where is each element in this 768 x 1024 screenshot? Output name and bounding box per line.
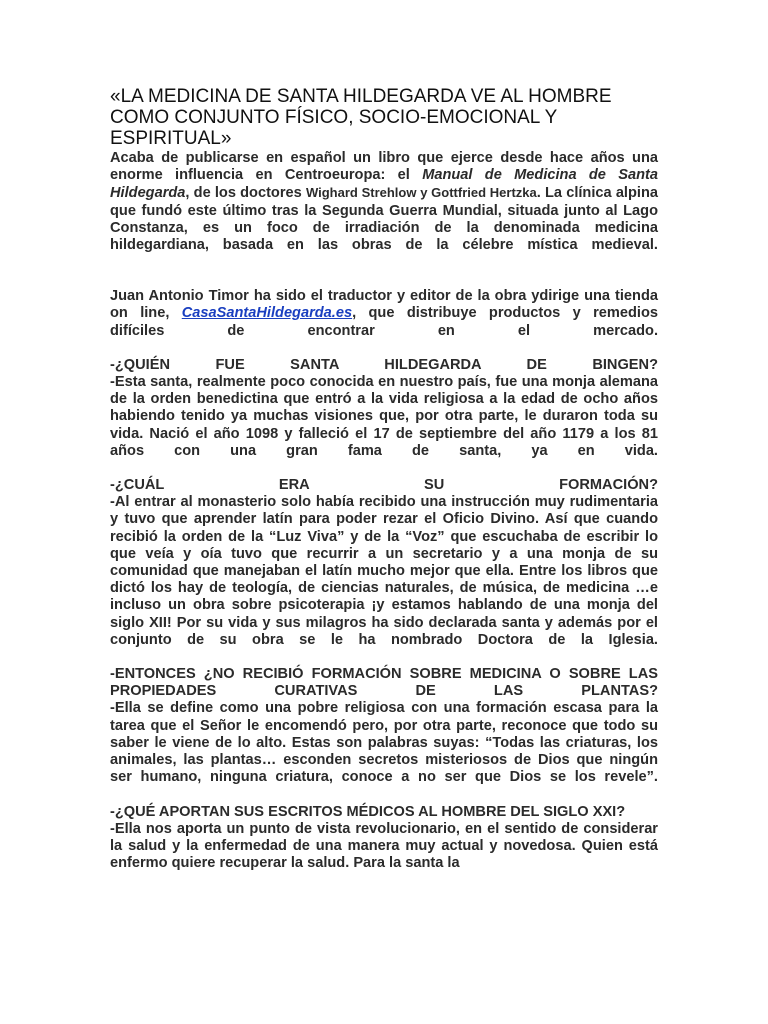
question-4: -¿QUÉ APORTAN SUS ESCRITOS MÉDICOS AL HOMBRE DEL SIGLO XXI? [110, 803, 626, 820]
intro-text-3: . La clínica alpina que fundó este último tras la Segunda Guerra Mundial, situada junto al Lago Constanza, es un foco de irradiación de la denominada medicina hildegardiana, basada en las obras de la célebre mística medieval. [110, 185, 658, 254]
shop-link[interactable]: CasaSantaHildegarda.es [181, 305, 353, 322]
intro-text-1: Acaba de publicarse en español un libro que ejerce desde hace años una enorme influencia en Centroeuropa: el [110, 150, 658, 184]
translator-paragraph [110, 288, 658, 340]
authors: Wighard Strehlow y Gottfried Hertzka [305, 185, 537, 201]
intro-text-2: , de los doctores [185, 185, 306, 202]
translator-text-1: Juan Antonio Timor ha sido el traductor y editor de la obra ydirige una tienda on line, [110, 288, 658, 322]
answer-1: -Esta santa, realmente poco conocida en nuestro país, fue una monja alemana de la orden benedictina que entró a la vida religiosa a la edad de ocho años habiendo tenido ya muchas visiones que, por otra parte, le duraron toda su vida. Nació el año 1098 y falleció el 17 de septiembre del año 1179 a los 81 años con una gran fama de santa, ya en vida. [110, 374, 658, 459]
question-1: -¿QUIÉN FUE SANTA HILDEGARDA DE BINGEN? [110, 356, 658, 373]
question-2: -¿CUÁL ERA SU FORMACIÓN? [110, 477, 658, 494]
article-body [110, 150, 658, 872]
question-3: -ENTONCES ¿NO RECIBIÓ FORMACIÓN SOBRE MEDICINA O SOBRE LAS PROPIEDADES CURATIVAS DE LAS PLANTAS? [110, 666, 658, 700]
intro-paragraph [110, 150, 658, 254]
book-title: Manual de Medicina de Santa Hildegarda [110, 167, 658, 202]
translator-text-2: , que distribuye productos y remedios difíciles de encontrar en el mercado. [110, 305, 658, 339]
answer-4: -Ella nos aporta un punto de vista revolucionario, en el sentido de considerar la salud y la enfermedad de una manera muy actual y novedosa. Quien está enfermo quiere recuperar la salud. Para la santa la [110, 820, 658, 872]
answer-3: -Ella se define como una pobre religiosa con una formación escasa para la tarea que el Señor le encomendó pero, por otra parte, reconoce que todo su saber le viene de lo alto. Estas son palabras suyas: “Todas las criaturas, los animales, las plantas… esconden secretos misteriosos de Dios que ningún ser humano, ninguna criatura, conoce a no ser que Dios se los revele”. [110, 700, 658, 786]
answer-2: -Al entrar al monasterio solo había recibido una instrucción muy rudimentaria y tuvo que aprender latín para poder rezar el Oficio Divino. Así que cuando recibió la orden de la “Luz Viva” y de la “Voz” que escuchaba de escribir lo que veía y oía tuvo que recurrir a un secretario y a una monja de su comunidad que manejaban el latín mucho mejor que ella. Entre los libros que dictó los hay de teología, de ciencias naturales, de música, de medicina …e incluso un obra sobre psicoterapia ¡y estamos hablando de una monja del siglo XII! Por su vida y sus milagros ha sido declarada santa y además por el conjunto de su obra se le ha nombrado Doctora de la Iglesia. [110, 494, 658, 648]
article-title: «LA MEDICINA DE SANTA HILDEGARDA VE AL HOMBRE COMO CONJUNTO FÍSICO, SOCIO-EMOCIONAL Y ESPIRITUAL» [110, 86, 612, 149]
